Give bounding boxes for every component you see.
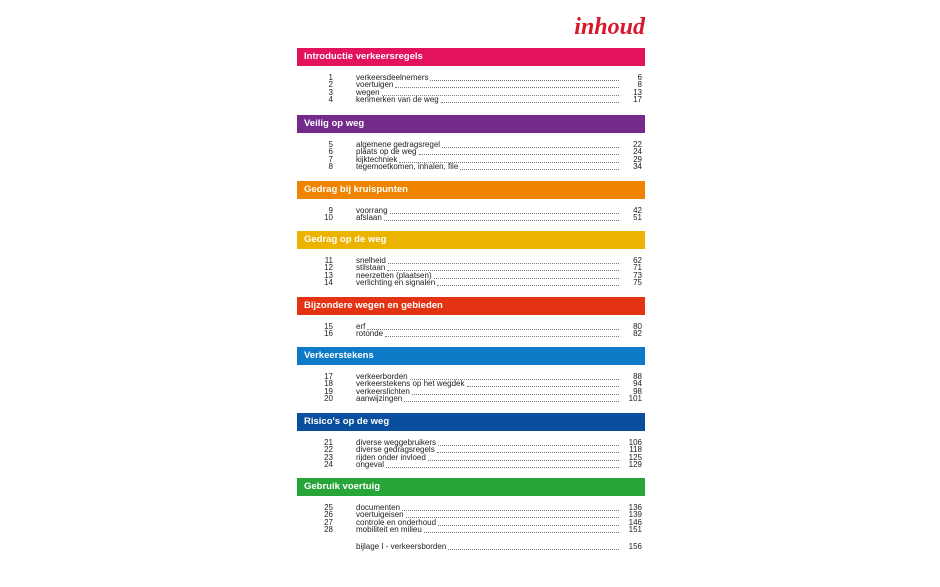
leader-dots xyxy=(419,153,620,155)
entry-label: stilstaan xyxy=(356,263,386,273)
entry-label: snelheid xyxy=(356,255,386,265)
entry-label: voertuigeisen xyxy=(356,510,404,520)
leader-dots xyxy=(424,531,619,533)
entry-number: 7 xyxy=(328,154,333,164)
entry-label: kenmerken van de weg xyxy=(356,95,439,105)
entry-page: 118 xyxy=(629,445,642,455)
leader-dots xyxy=(442,146,619,148)
toc-section xyxy=(297,181,645,222)
entry-label: verkeerslichten xyxy=(356,386,410,396)
entry-number: 1 xyxy=(328,72,333,82)
section-header[interactable]: Veilig op weg xyxy=(297,115,645,133)
toc-section xyxy=(297,231,645,287)
entry-number: 6 xyxy=(328,147,333,157)
leader-dots xyxy=(385,335,619,337)
toc-entry[interactable] xyxy=(297,527,645,535)
leader-dots xyxy=(460,168,619,170)
entry-page: 146 xyxy=(628,517,642,527)
entry-page: 136 xyxy=(628,502,642,512)
entry-page: 22 xyxy=(633,139,642,149)
leader-dots xyxy=(404,400,619,402)
leader-dots xyxy=(386,466,619,468)
entry-number: 9 xyxy=(328,205,333,215)
entry-label: voorrang xyxy=(356,205,388,215)
toc-section xyxy=(297,115,645,171)
entry-label: diverse gedragsregels xyxy=(356,445,435,455)
toc-entry[interactable] xyxy=(297,164,645,172)
section-entries xyxy=(297,257,645,287)
entry-page: 34 xyxy=(633,162,642,172)
entry-label: verkeerstekens op het wegdek xyxy=(356,379,465,389)
entry-label: wegen xyxy=(356,87,380,97)
leader-dots xyxy=(388,262,619,264)
entry-page: 106 xyxy=(628,437,642,447)
entry-label: erf xyxy=(356,321,366,331)
toc-section xyxy=(297,297,645,338)
entry-label: aanwijzingen xyxy=(356,394,403,404)
entry-number: 10 xyxy=(324,213,333,223)
toc-entry[interactable] xyxy=(297,97,645,105)
toc-entry[interactable] xyxy=(297,331,645,339)
entry-label: bijlage I - verkeersborden xyxy=(356,541,447,551)
entry-page: 73 xyxy=(633,270,642,280)
entry-number: 24 xyxy=(324,460,333,470)
toc-section xyxy=(297,413,645,469)
entry-page: 17 xyxy=(633,95,642,105)
entry-number: 21 xyxy=(324,437,333,447)
entry-page: 101 xyxy=(628,394,642,404)
entry-label: ongeval xyxy=(356,460,385,470)
leader-dots xyxy=(402,509,619,511)
section-entries xyxy=(297,74,645,104)
entry-page: 75 xyxy=(633,278,642,288)
entry-page: 88 xyxy=(633,371,642,381)
entry-number: 14 xyxy=(324,278,333,288)
entry-page: 151 xyxy=(628,525,642,535)
leader-dots xyxy=(441,101,619,103)
leader-dots xyxy=(428,459,619,461)
section-entries xyxy=(297,439,645,469)
entry-number: 2 xyxy=(328,80,333,90)
section-entries xyxy=(297,323,645,338)
entry-page: 71 xyxy=(633,263,642,273)
entry-page: 80 xyxy=(633,321,642,331)
entry-page: 156 xyxy=(628,541,642,551)
section-header[interactable]: Gedrag op de weg xyxy=(297,231,645,249)
toc-entry[interactable] xyxy=(297,396,645,404)
section-entries xyxy=(297,504,645,534)
entry-number: 18 xyxy=(324,379,333,389)
entry-page: 82 xyxy=(633,329,642,339)
toc-appendix-entry[interactable] xyxy=(297,543,645,551)
toc-section xyxy=(297,478,645,534)
entry-page: 51 xyxy=(633,213,642,223)
leader-dots xyxy=(448,548,619,550)
entry-label: rotonde xyxy=(356,329,384,339)
toc-section xyxy=(297,347,645,403)
section-entries xyxy=(297,207,645,222)
entry-label: rijden onder invloed xyxy=(356,452,426,462)
entry-page: 98 xyxy=(633,386,642,396)
entry-number: 25 xyxy=(324,502,333,512)
entry-label: mobiliteit en milieu xyxy=(356,525,422,535)
entry-label: documenten xyxy=(356,502,401,512)
leader-dots xyxy=(438,444,619,446)
leader-dots xyxy=(430,79,619,81)
leader-dots xyxy=(384,219,619,221)
entry-label: kijktechniek xyxy=(356,154,398,164)
leader-dots xyxy=(437,284,619,286)
entry-page: 94 xyxy=(633,379,642,389)
toc-entry[interactable] xyxy=(297,280,645,288)
section-entries xyxy=(297,141,645,171)
toc-entry[interactable] xyxy=(297,215,645,223)
page-title: inhoud xyxy=(574,14,645,40)
entry-page: 129 xyxy=(628,460,642,470)
toc-entry[interactable] xyxy=(297,462,645,470)
entry-page: 29 xyxy=(633,154,642,164)
entry-page: 6 xyxy=(637,72,642,82)
entry-number: 16 xyxy=(324,329,333,339)
entry-page: 42 xyxy=(633,205,642,215)
section-header[interactable]: Risico's op de weg xyxy=(297,413,645,431)
entry-label: neerzetten (plaatsen) xyxy=(356,270,432,280)
section-header[interactable]: Bijzondere wegen en gebieden xyxy=(297,297,645,315)
leader-dots xyxy=(390,212,619,214)
entry-label: verlichting en signalen xyxy=(356,278,436,288)
entry-label: afslaan xyxy=(356,213,382,223)
entry-label: diverse weggebruikers xyxy=(356,437,437,447)
toc-page xyxy=(297,0,645,587)
entry-page: 24 xyxy=(633,147,642,157)
entry-page: 125 xyxy=(628,452,642,462)
section-header[interactable]: Gebruik voertuig xyxy=(297,478,645,496)
entry-number: 22 xyxy=(324,445,333,455)
entry-number: 3 xyxy=(328,87,333,97)
entry-number: 15 xyxy=(324,321,333,331)
entry-label: voertuigen xyxy=(356,80,394,90)
section-header[interactable]: Gedrag bij kruispunten xyxy=(297,181,645,199)
entry-number: 11 xyxy=(324,255,333,265)
leader-dots xyxy=(367,328,619,330)
entry-label: tegemoetkomen, inhalen, file xyxy=(356,162,459,172)
leader-dots xyxy=(434,277,619,279)
entry-label: controle en onderhoud xyxy=(356,517,437,527)
entry-number: 28 xyxy=(324,525,333,535)
entry-page: 62 xyxy=(633,255,642,265)
entry-number: 20 xyxy=(324,394,333,404)
entry-label: plaats op de weg xyxy=(356,147,417,157)
entry-number: 12 xyxy=(324,263,333,273)
entry-page: 139 xyxy=(628,510,642,520)
entry-page: 8 xyxy=(637,80,642,90)
section-entries xyxy=(297,373,645,403)
entry-number: 17 xyxy=(324,371,333,381)
entry-label: verkeersdeelnemers xyxy=(356,72,429,82)
toc-section xyxy=(297,48,645,104)
entry-label: verkeerborden xyxy=(356,371,408,381)
leader-dots xyxy=(467,385,619,387)
entry-number: 13 xyxy=(324,270,333,280)
entry-number: 4 xyxy=(328,95,333,105)
leader-dots xyxy=(412,393,619,395)
entry-number: 26 xyxy=(324,510,333,520)
entry-page: 13 xyxy=(633,87,642,97)
leader-dots xyxy=(437,451,619,453)
entry-number: 8 xyxy=(328,162,333,172)
section-header[interactable]: Verkeerstekens xyxy=(297,347,645,365)
section-header[interactable]: Introductie verkeersregels xyxy=(297,48,645,66)
leader-dots xyxy=(395,86,619,88)
entry-number: 27 xyxy=(324,517,333,527)
entry-number: 23 xyxy=(324,452,333,462)
leader-dots xyxy=(438,524,619,526)
entry-number: 19 xyxy=(324,386,333,396)
entry-number: 5 xyxy=(328,139,333,149)
entry-label: algemene gedragsregel xyxy=(356,139,441,149)
